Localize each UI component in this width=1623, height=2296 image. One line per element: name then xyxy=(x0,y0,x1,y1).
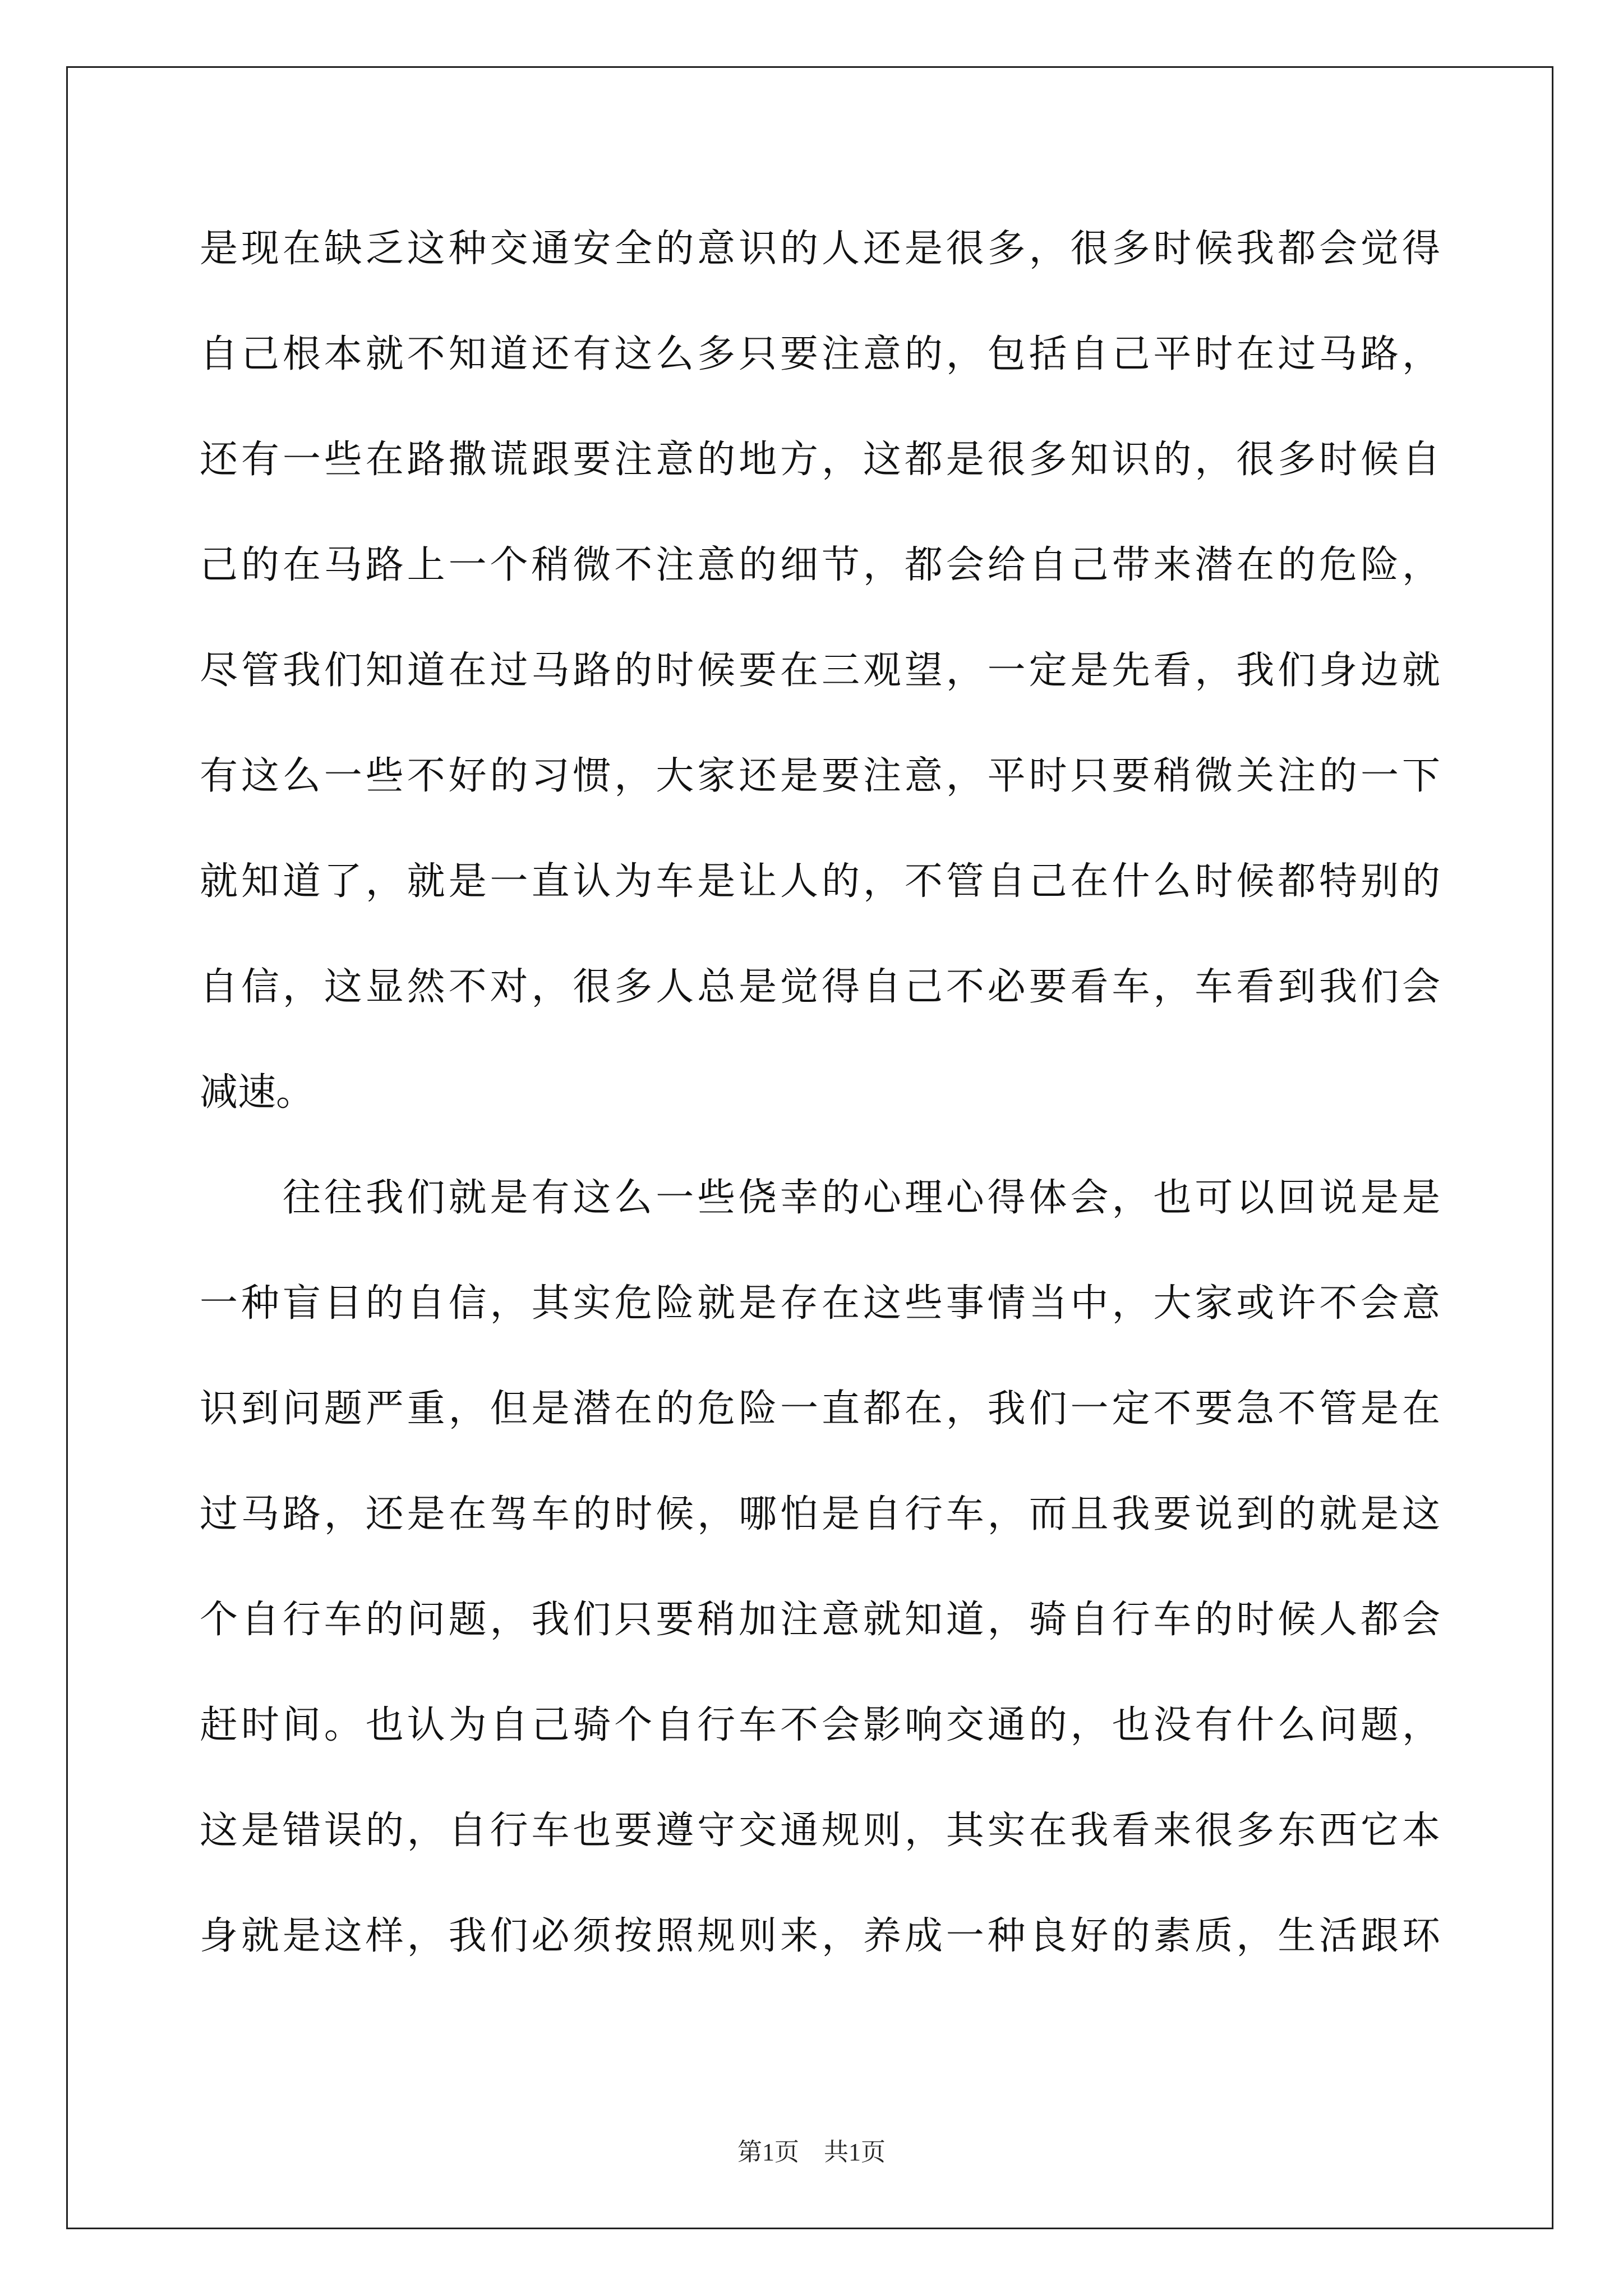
paragraph-end-line: 减速。 xyxy=(200,1070,315,1115)
page-footer: 第1页 共1页 xyxy=(737,2138,886,2166)
text-line: 这是错误的，自行车也要遵守交通规则，其实在我看来很多东西它本 xyxy=(200,1809,1440,1853)
text-line: 个自行车的问题，我们只要稍加注意就知道，骑自行车的时候人都会 xyxy=(200,1598,1440,1642)
text-line: 赶时间。也认为自己骑个自行车不会影响交通的，也没有什么问题， xyxy=(200,1703,1440,1747)
text-line: 有这么一些不好的习惯，大家还是要注意，平时只要稍微关注的一下 xyxy=(200,754,1440,798)
paragraph-start-line: 往往我们就是有这么一些侥幸的心理心得体会，也可以回说是是 xyxy=(200,1176,1440,1220)
text-line: 自己根本就不知道还有这么多只要注意的，包括自己平时在过马路， xyxy=(200,332,1440,376)
text-line: 就知道了，就是一直认为车是让人的，不管自己在什么时候都特别的 xyxy=(200,859,1440,904)
text-line: 身就是这样，我们必须按照规则来，养成一种良好的素质，生活跟环 xyxy=(200,1914,1440,1958)
text-line: 尽管我们知道在过马路的时候要在三观望，一定是先看，我们身边就 xyxy=(200,648,1440,693)
document-body xyxy=(200,196,1440,1989)
text-line: 过马路，还是在驾车的时候，哪怕是自行车，而且我要说到的就是这 xyxy=(200,1492,1440,1536)
text-line: 识到问题严重，但是潜在的危险一直都在，我们一定不要急不管是在 xyxy=(200,1387,1440,1431)
text-line: 一种盲目的自信，其实危险就是存在这些事情当中，大家或许不会意 xyxy=(200,1281,1440,1326)
text-line: 是现在缺乏这种交通安全的意识的人还是很多，很多时候我都会觉得 xyxy=(200,227,1440,271)
text-line: 自信，这显然不对，很多人总是觉得自己不必要看车，车看到我们会 xyxy=(200,965,1440,1009)
text-line: 己的在马路上一个稍微不注意的细节，都会给自己带来潜在的危险， xyxy=(200,543,1440,587)
text-line: 还有一些在路撒谎跟要注意的地方，这都是很多知识的，很多时候自 xyxy=(200,438,1440,482)
